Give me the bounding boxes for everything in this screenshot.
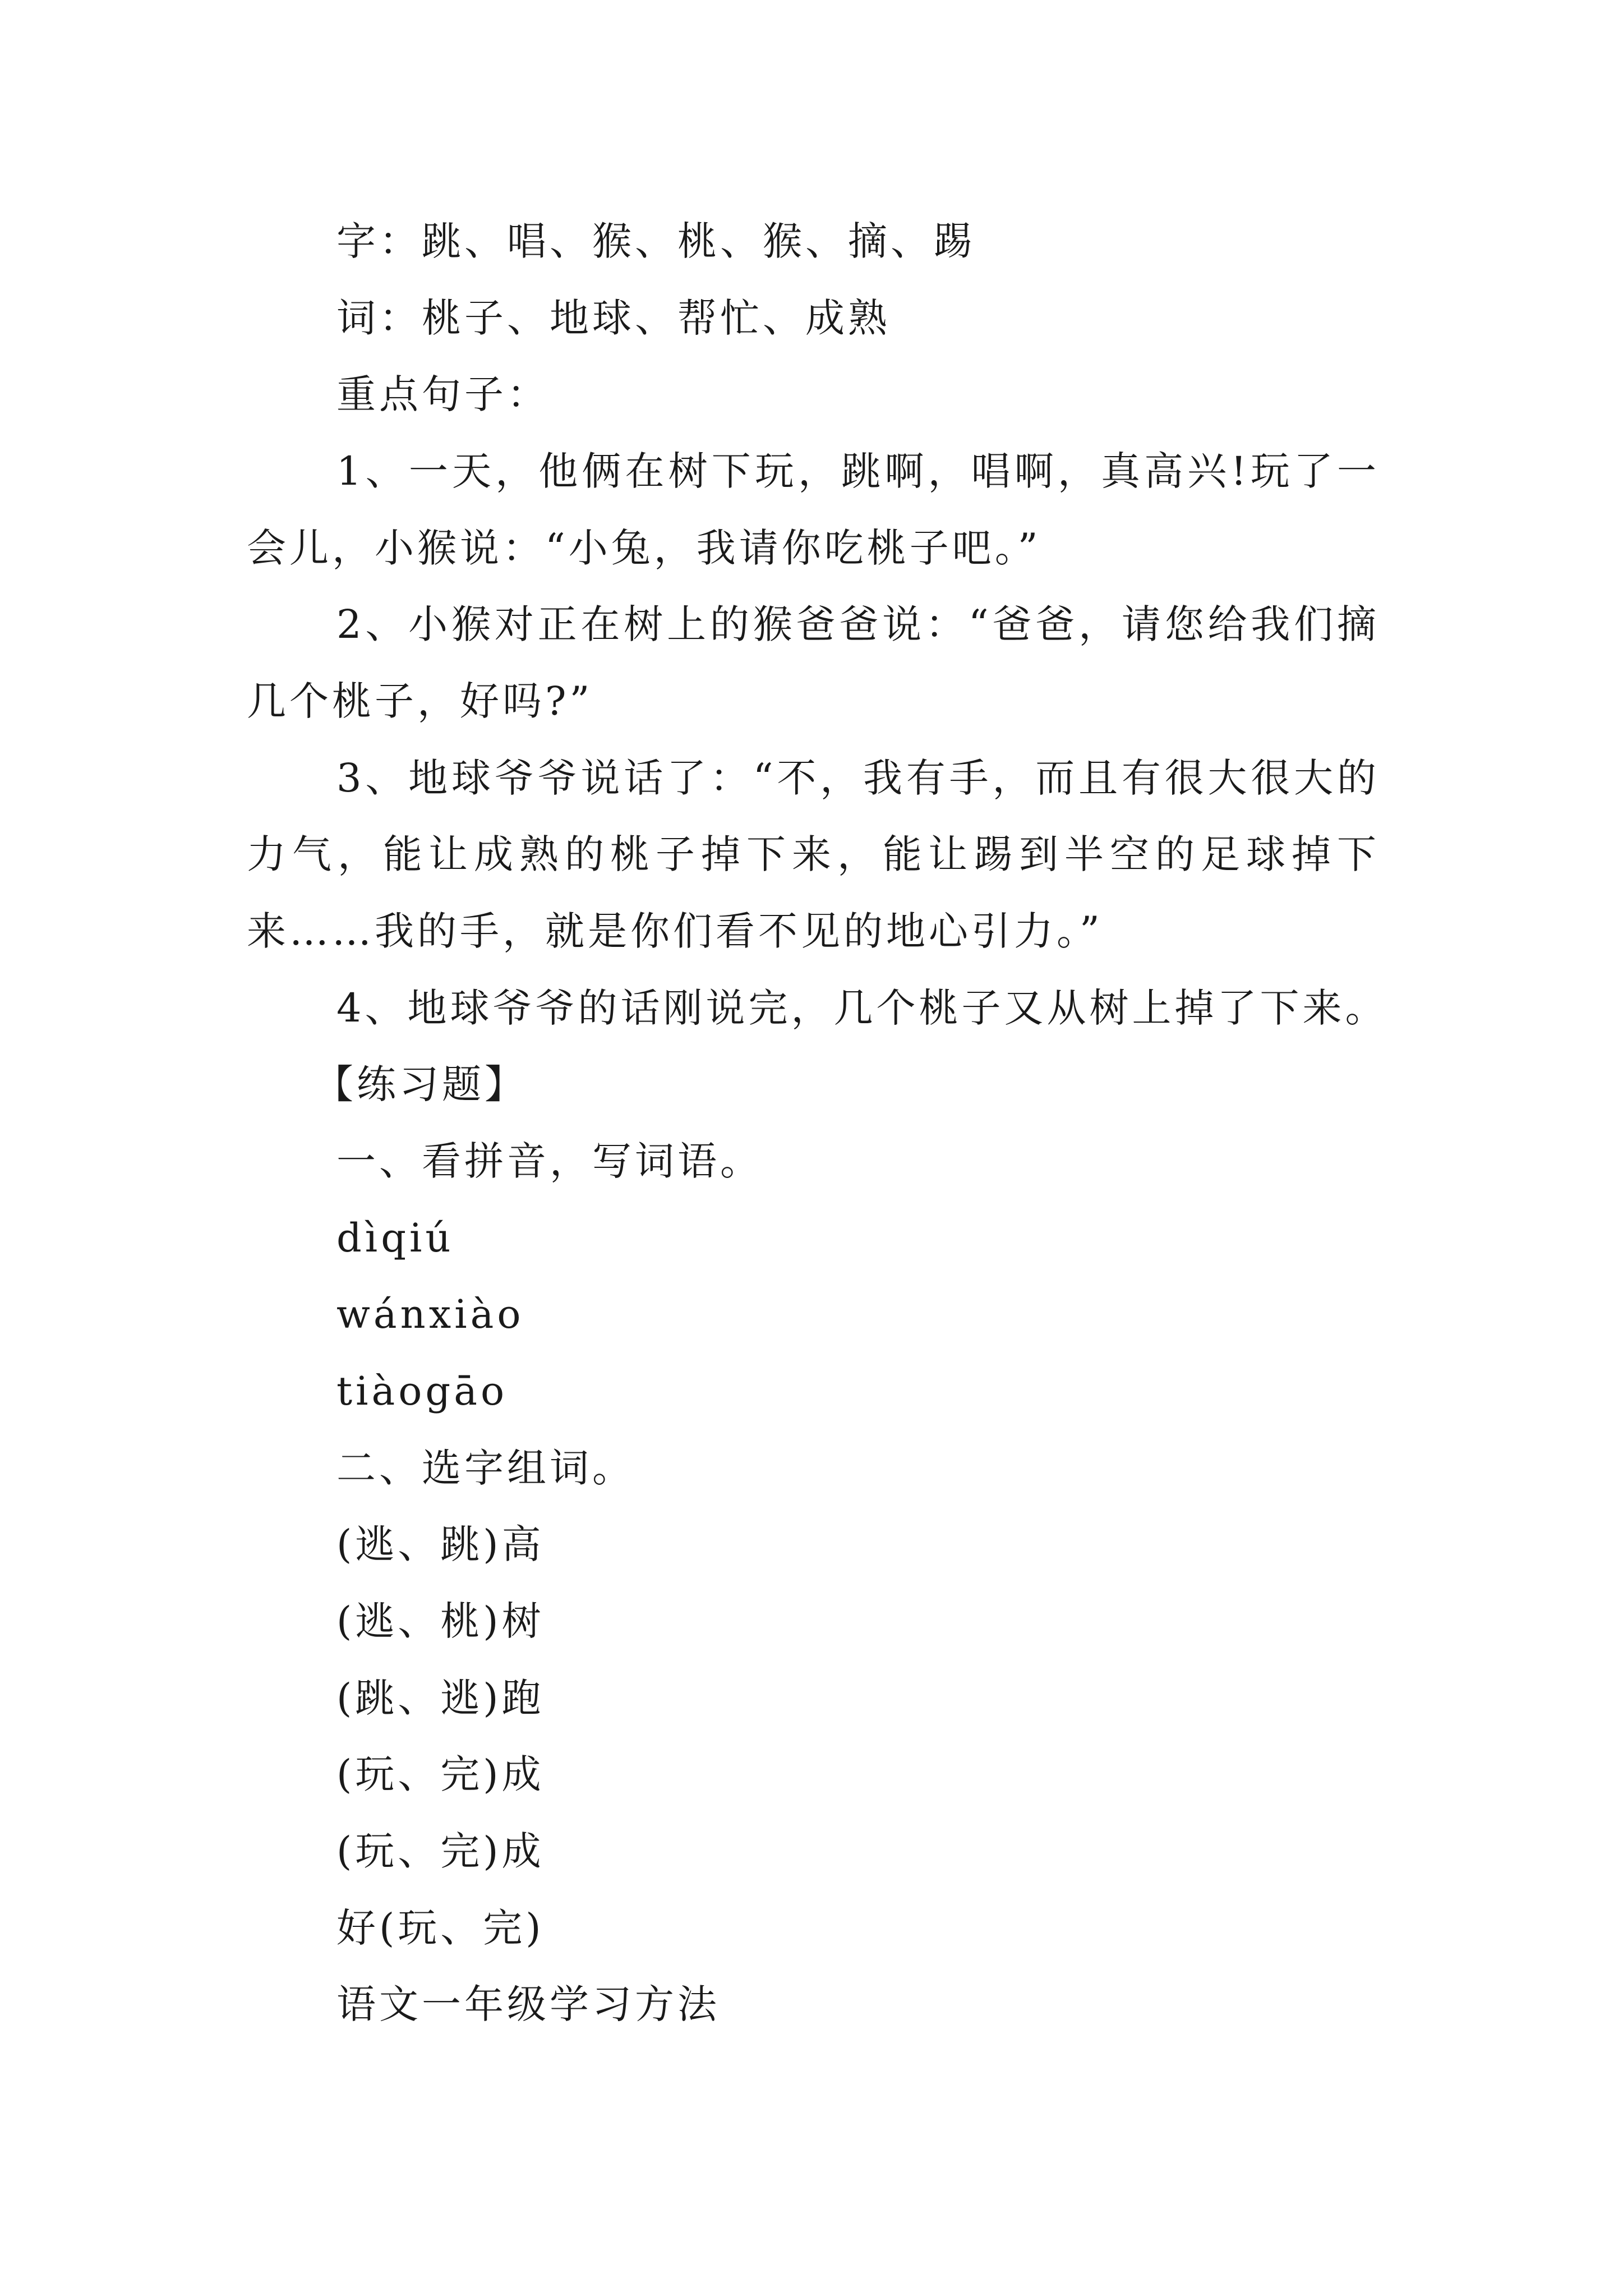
choice-item: (跳、逃)跑 (336, 1675, 545, 1721)
sentence-4: 4、地球爷爷的话刚说完，几个桃子又从树上掉了下来。 (336, 985, 1388, 1031)
question-1-title: 一、看拼音，写词语。 (336, 1138, 763, 1184)
sentence-2-line-1: 2、小猴对正在树上的猴爸爸说：“爸爸，请您给我们摘 (336, 601, 1380, 647)
pinyin-item: dìqiú (336, 1215, 454, 1261)
exercise-title: 【练习题】 (314, 1061, 527, 1107)
sentence-3-line-2: 力气，能让成熟的桃子掉下来，能让踢到半空的足球掉下 (247, 831, 1380, 877)
pinyin-item: tiàogāo (336, 1368, 508, 1414)
question-2-title: 二、选字组词。 (336, 1445, 635, 1491)
footer-heading: 语文一年级学习方法 (336, 1981, 720, 2027)
choice-item: (逃、桃)树 (336, 1598, 545, 1644)
characters-line: 字：跳、唱、猴、桃、猴、摘、踢 (336, 218, 976, 264)
choice-item: (玩、完)成 (336, 1751, 545, 1797)
sentence-3-line-3: 来……我的手，就是你们看不见的地心引力。” (247, 908, 1103, 954)
choice-item: 好(玩、完) (336, 1905, 545, 1951)
choice-item: (逃、跳)高 (336, 1521, 545, 1567)
choice-item: (玩、完)成 (336, 1828, 545, 1874)
words-line: 词：桃子、地球、帮忙、成熟 (336, 295, 891, 341)
pinyin-item: wánxiào (336, 1291, 524, 1337)
sentence-3-line-1: 3、地球爷爷说话了：“不，我有手，而且有很大很大的 (336, 755, 1380, 801)
sentence-2-line-2: 几个桃子，好吗?” (247, 678, 593, 724)
key-sentences-heading: 重点句子： (336, 371, 550, 417)
sentence-1-line-2: 会儿，小猴说：“小兔，我请你吃桃子吧。” (247, 525, 1041, 571)
sentence-1-line-1: 1、一天，他俩在树下玩，跳啊，唱啊，真高兴!玩了一 (336, 448, 1380, 494)
